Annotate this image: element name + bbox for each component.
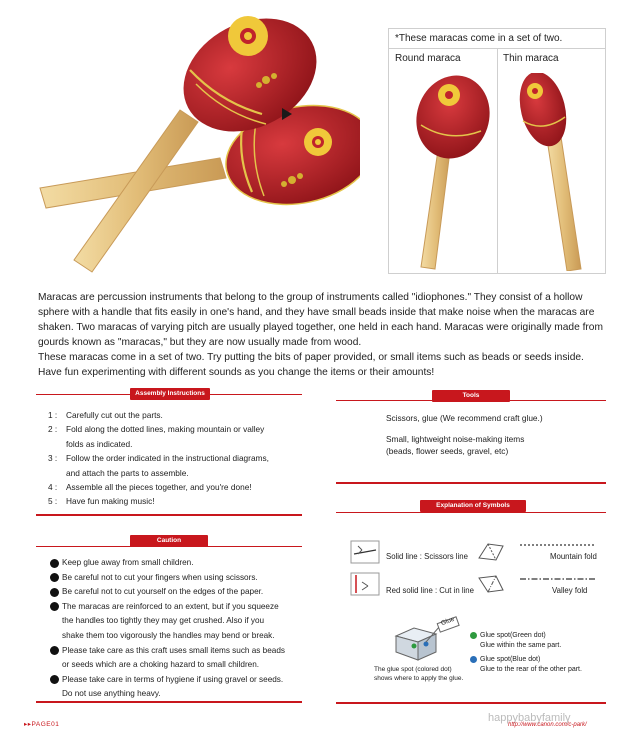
step-text: Carefully cut out the parts.	[66, 410, 163, 420]
maracas-photo	[30, 10, 360, 280]
caution-item	[50, 556, 312, 571]
tools-title: Tools	[432, 390, 510, 402]
assembly-step	[48, 494, 288, 508]
green-glue-desc: Glue within the same part.	[480, 642, 562, 649]
caution-text: or seeds which are a choking hazard to small children.	[62, 660, 260, 670]
tools-line: (beads, flower seeds, gravel, etc)	[386, 446, 509, 456]
step-number: 2 :	[48, 424, 58, 435]
round-maraca-image	[399, 73, 491, 271]
caution-text: Keep glue away from small children.	[62, 558, 194, 567]
thin-maraca-image	[507, 73, 599, 271]
assembly-step	[48, 480, 288, 494]
blue-dot-icon	[470, 656, 477, 663]
green-dot-icon	[470, 632, 477, 639]
tools-line: Scissors, glue (We recommend craft glue.)	[386, 413, 543, 423]
tools-list	[386, 412, 616, 457]
caution-item	[50, 629, 312, 644]
caution-item	[50, 600, 312, 615]
assembly-step	[48, 422, 288, 436]
tools-line: Small, lightweight noise-making items	[386, 434, 525, 444]
assembly-steps	[48, 408, 288, 509]
step-text: folds as indicated.	[66, 438, 133, 449]
step-number: 3 :	[48, 453, 58, 464]
caution-item	[50, 571, 312, 586]
caution-item	[50, 644, 312, 659]
mountain-fold-line	[520, 542, 596, 548]
maraca-types-box	[388, 28, 606, 274]
caution-text: Be careful not to cut your fingers when using scissors.	[62, 572, 258, 582]
assembly-step	[48, 451, 288, 465]
intro-paragraph: These maracas come in a set of two. Try putting the bits of paper provided, or small items such as beads or seeds inside. Have fun experimenting with different sounds as you change the items or their amounts!	[38, 352, 584, 378]
scissors-line-icon	[350, 540, 380, 564]
glue-caption: shows where to apply the glue.	[374, 675, 464, 682]
intro-text	[38, 290, 604, 380]
thin-maraca-label: Thin maraca	[503, 53, 559, 64]
bullet-icon	[50, 559, 59, 568]
red-solid-line-label: Red solid line : Cut in line	[386, 586, 474, 595]
assembly-step	[48, 437, 288, 451]
watermark: happybabyfamily	[488, 712, 571, 724]
page-number: ▸▸PAGE01	[24, 721, 60, 728]
bullet-icon	[50, 573, 59, 582]
bullet-icon	[50, 675, 59, 684]
valley-fold-label: Valley fold	[552, 586, 588, 595]
assembly-title: Assembly Instructions	[130, 388, 210, 400]
caution-text: Do not use anything heavy.	[62, 689, 161, 699]
set-of-two-note: *These maracas come in a set of two.	[395, 33, 563, 44]
glue-tag: Glue	[440, 615, 456, 628]
step-number	[48, 466, 66, 480]
glue-caption: The glue spot (colored dot)	[374, 666, 452, 673]
section-rule	[36, 701, 302, 703]
caution-text: The maracas are reinforced to an extent, but if you squeeze	[62, 601, 279, 611]
blue-glue-desc: Glue to the rear of the other part.	[480, 666, 582, 673]
blue-glue-label: Glue spot(Blue dot)	[480, 656, 541, 663]
caution-text: Please take care as this craft uses small items such as beads	[62, 645, 285, 655]
intro-paragraph: Maracas are percussion instruments that belong to the group of instruments called "idiophones." They consist of a hollow sphere with a handle that fits easily in one's hand, and they have small beads inside that make noise when the maracas are shaken. Two maracas of varying pitch are usually played together, one held in each hand. Maracas were originally made from gourds known as "maracas," but they are now usually made from wood.	[38, 292, 603, 348]
footer-url: http://www.canon.com/c-park/	[508, 722, 587, 728]
valley-fold-line	[520, 576, 596, 582]
cut-in-line-icon	[350, 572, 380, 596]
round-maraca-label: Round maraca	[395, 53, 461, 64]
step-number: 4 :	[48, 482, 58, 493]
step-text: Follow the order indicated in the instructional diagrams,	[66, 453, 269, 464]
caution-item	[50, 614, 312, 629]
step-number: 1 :	[48, 410, 58, 420]
caution-list	[50, 556, 312, 702]
caution-text: shake them too vigorously the handles may bend or break.	[62, 630, 275, 640]
step-number	[48, 437, 66, 451]
section-rule	[336, 702, 606, 704]
step-text: Fold along the dotted lines, making mountain or valley	[66, 424, 265, 435]
caution-title: Caution	[130, 535, 208, 547]
caution-text: the handles too tightly they may get crushed. Also if you	[62, 616, 265, 626]
symbols-title: Explanation of Symbols	[420, 500, 526, 512]
section-rule	[336, 482, 606, 484]
caution-item	[50, 585, 312, 600]
bullet-icon	[50, 602, 59, 611]
caution-text: Please take care in terms of hygiene if using gravel or seeds.	[62, 674, 284, 684]
divider	[497, 48, 498, 273]
caution-item	[50, 658, 312, 673]
solid-line-label: Solid line : Scissors line	[386, 552, 468, 561]
caution-text: Be careful not to cut yourself on the edges of the paper.	[62, 587, 264, 597]
section-rule	[36, 514, 302, 516]
step-text: Assemble all the pieces together, and you're done!	[66, 482, 252, 493]
step-text: Have fun making music!	[66, 496, 155, 507]
bullet-icon	[50, 646, 59, 655]
caution-item	[50, 673, 312, 688]
valley-fold-icon	[476, 572, 506, 596]
mountain-fold-icon	[476, 540, 506, 564]
section-rule	[336, 512, 606, 513]
step-number: 5 :	[48, 496, 58, 507]
green-glue-label: Glue spot(Green dot)	[480, 632, 546, 639]
bullet-icon	[50, 588, 59, 597]
caution-item	[50, 687, 312, 702]
assembly-step	[48, 466, 288, 480]
assembly-step	[48, 408, 288, 422]
mountain-fold-label: Mountain fold	[550, 552, 597, 561]
step-text: and attach the parts to assemble.	[66, 467, 189, 478]
